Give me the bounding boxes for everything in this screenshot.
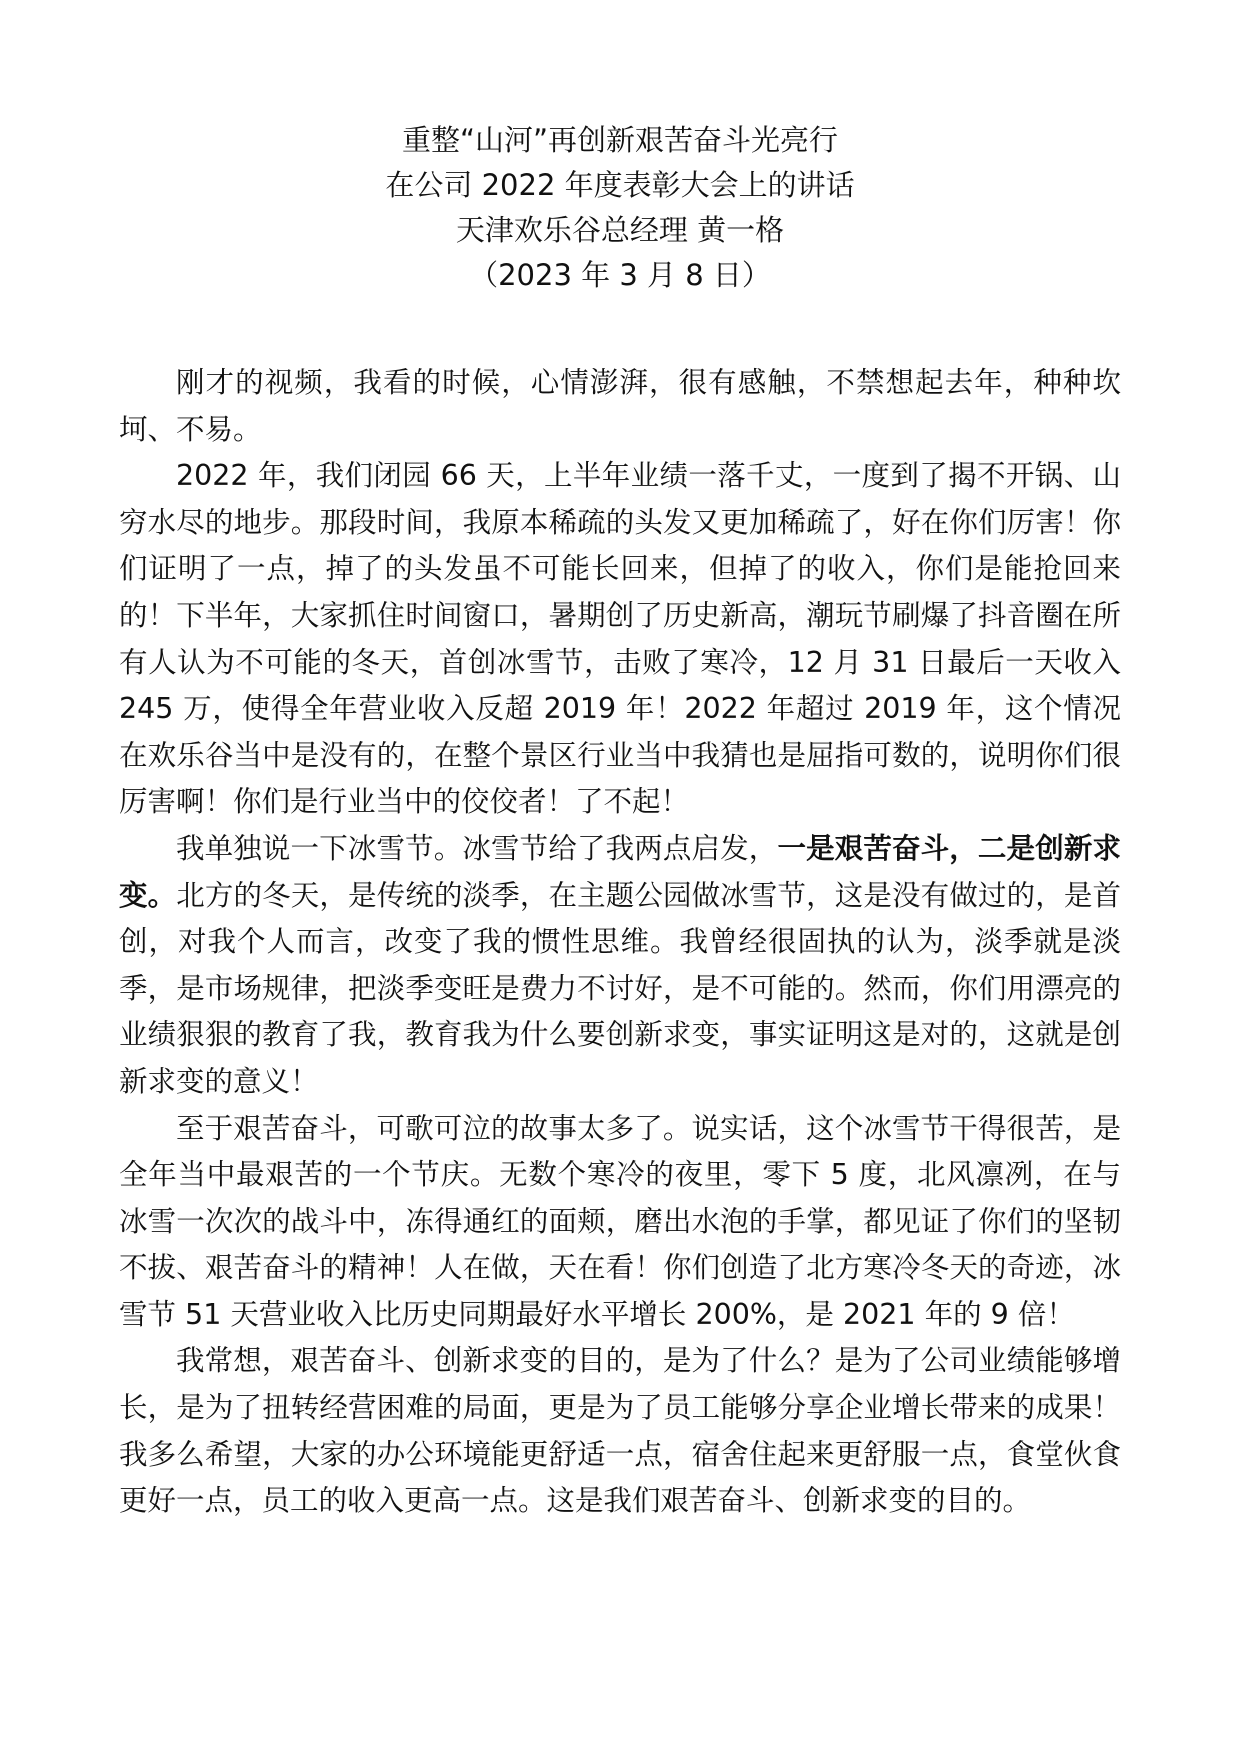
paragraph-1: 刚才的视频，我看的时候，心情澎湃，很有感触，不禁想起去年，种种坎坷、不易。 [119,366,1121,446]
document-header [0,118,1240,298]
speech-title: 重整“山河”再创新艰苦奋斗光亮行 [401,123,839,157]
paragraph-3 [119,826,1121,1106]
paragraph-3-rest: 北方的冬天，是传统的淡季，在主题公园做冰雪节，这是没有做过的，是首创，对我个人而言，改变了我的惯性思维。我曾经很固执的认为，淡季就是淡季，是市场规律，把淡季变旺是费力不讨好，是不可能的。然而，你们用漂亮的业绩狠狠的教育了我，教育我为什么要创新求变，事实证明这是对的，这就是创新求变的意义！ [119,878,1121,1098]
paragraph-3-intro: 我单独说一下冰雪节。冰雪节给了我两点启发， [176,831,778,865]
paragraph-2: 2022 年，我们闭园 66 天，上半年业绩一落千丈，一度到了揭不开锅、山穷水尽的地步。那段时间，我原本稀疏的头发又更加稀疏了，好在你们厉害！你们证明了一点，掉了的头发虽不可能长回来，但掉了的收入，你们是能抢回来的！下半年，大家抓住时间窗口，暑期创了历史新高，潮玩节刷爆了抖音圈在所有人认为不可能的冬天，首创冰雪节，击败了寒冷，12 月 31 日最后一天收入 245 万，使得全年营业收入反超 2019 年！2022 年超过 2019 年，这个情况在欢乐谷当中是没有的，在整个景区行业当中我猜也是屈指可数的，说明你们很厉害啊！你们是行业当中的佼佼者！了不起！ [119,459,1121,819]
paragraph-3-emphasis: 一是艰苦奋斗，二是创新求变。 [119,831,1121,912]
paragraph-4: 至于艰苦奋斗，可歌可泣的故事太多了。说实话，这个冰雪节干得很苦，是全年当中最艰苦的一个节庆。无数个寒冷的夜里，零下 5 度，北风凛冽，在与冰雪一次次的战斗中，冻得通红的面颊，磨出水泡的手掌，都见证了你们的坚韧不拔、艰苦奋斗的精神！人在做，天在看！你们创造了北方寒冷冬天的奇迹，冰雪节 51 天营业收入比历史同期最好水平增长 200%，是 2021 年的 9 倍！ [119,1111,1121,1331]
speech-body [119,360,1121,1525]
speech-date: （2023 年 3 月 8 日） [469,258,771,292]
speaker-line: 天津欢乐谷总经理 黄一格 [455,213,785,247]
speech-subtitle: 在公司 2022 年度表彰大会上的讲话 [385,168,855,202]
paragraph-5: 我常想，艰苦奋斗、创新求变的目的，是为了什么？是为了公司业绩能够增长，是为了扭转经营困难的局面，更是为了员工能够分享企业增长带来的成果！我多么希望，大家的办公环境能更舒适一点，宿舍住起来更舒服一点，食堂伙食更好一点，员工的收入更高一点。这是我们艰苦奋斗、创新求变的目的。 [119,1344,1121,1518]
